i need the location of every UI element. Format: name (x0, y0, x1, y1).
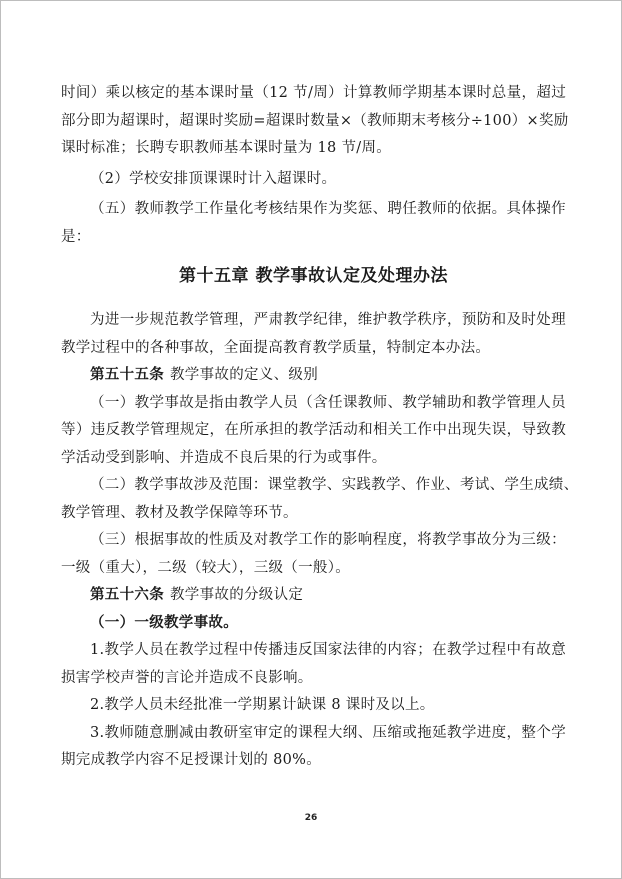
article-line: 3.教师随意删减由教研室审定的课程大纲、压缩或拖延教学进度，整个学 (90, 724, 566, 741)
paragraph-line: （2）学校安排顶课课时计入超课时。 (90, 170, 337, 187)
paragraph-line: 部分即为超课时，超课时奖励=超课时数量×（教师期末考核分÷100）×奖励 (61, 112, 569, 129)
article-line: 等）违反教学管理规定，在所承担的教学活动和相关工作中出现失误，导致教 (61, 422, 566, 438)
article-line: 一级（重大），二级（较大），三级（一般）。 (61, 559, 351, 576)
article-line: （一）教学事故是指由教学人员（含任课教师、教学辅助和教学管理人员 (90, 394, 566, 411)
article-line: 1.教学人员在教学过程中传播违反国家法律的内容；在教学过程中有故意 (90, 642, 566, 658)
article-label: 第五十五条 (90, 367, 164, 383)
intro-line: 为进一步规范教学管理，严肃教学纪律，维护教学秩序，预防和及时处理 (90, 312, 566, 328)
paragraph-line: 时间）乘以核定的基本课时量（12 节/周）计算教师学期基本课时总量，超过 (61, 85, 566, 101)
paragraph-line: 是： (61, 228, 91, 245)
article-56-heading (61, 582, 566, 610)
article-title: 教学事故的分级认定 (170, 587, 304, 603)
article-line: （三）根据事故的性质及对教学工作的影响程度，将教学事故分为三级： (90, 532, 566, 548)
article-55-heading (61, 362, 566, 390)
paragraph-line: （五）教师教学工作量化考核结果作为奖惩、聘任教师的依据。具体操作 (90, 201, 566, 217)
article-line: （二）教学事故涉及范围：课堂教学、实践教学、作业、考试、学生成绩、 (90, 477, 579, 493)
subsection-heading: （一）一级教学事故。 (90, 614, 238, 631)
page-number: 26 (304, 813, 318, 823)
page-body (61, 80, 579, 775)
article-line: 损害学校声誉的言论并造成不良影响。 (61, 669, 313, 686)
article-line: 2.教学人员未经批准一学期累计缺课 8 课时及以上。 (90, 697, 435, 713)
paragraph-line: 课时标准；长聘专职教师基本课时量为 18 节/周。 (61, 140, 392, 156)
article-line: 教学管理、教材及教学保障等环节。 (61, 504, 298, 521)
article-line: 学活动受到影响、并造成不良后果的行为或事件。 (61, 449, 387, 466)
article-line: 期完成教学内容不足授课计划的 80%。 (61, 752, 322, 768)
intro-line: 教学过程中的各种事故，全面提高教育教学质量，特制定本办法。 (61, 339, 491, 356)
chapter-title: 第十五章 教学事故认定及处理办法 (179, 266, 448, 286)
article-title: 教学事故的定义、级别 (170, 367, 318, 383)
article-label: 第五十六条 (90, 587, 164, 603)
